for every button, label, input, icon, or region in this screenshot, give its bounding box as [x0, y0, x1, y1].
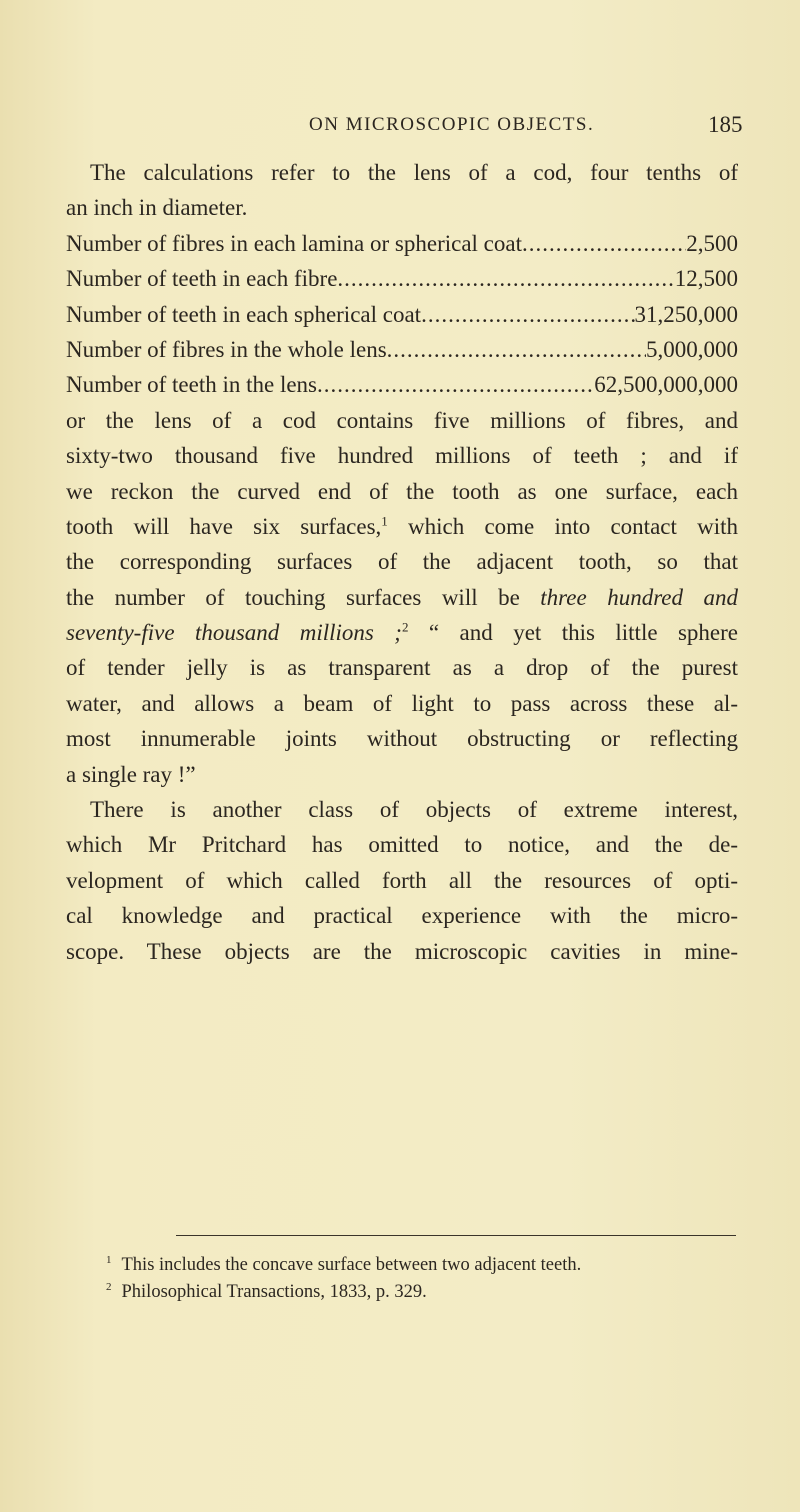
running-title: ON MICROSCOPIC OBJECTS. [309, 114, 595, 135]
table-label: Number of fibres in each lamina or spherical coat [66, 230, 522, 256]
paragraph-line: scope. These objects are the microscopic cavities in mine- [66, 938, 738, 964]
paragraph-line: most innumerable joints without obstructing or reflecting [66, 726, 738, 752]
table-label: Number of teeth in each fibre [66, 266, 338, 292]
table-value: 5,000,000 [646, 336, 738, 362]
table-value: 2,500 [686, 230, 738, 256]
table-row [66, 226, 738, 261]
leader-dots [421, 297, 634, 332]
leader-dots [337, 261, 674, 296]
running-head [0, 114, 800, 144]
table-row [66, 297, 738, 332]
table-label: Number of teeth in each spherical coat [66, 301, 422, 327]
body-text [66, 155, 738, 969]
paragraph-line: or the lens of a cod contains five millions of fibres, and [66, 407, 738, 433]
paragraph-line: the corresponding surfaces of the adjacent tooth, so that [66, 549, 738, 575]
paragraph-line: velopment of which called forth all the resources of opti- [66, 867, 738, 893]
table-value: 31,250,000 [634, 301, 738, 327]
table-value: 12,500 [674, 266, 738, 292]
footnote-divider [176, 1235, 736, 1236]
text-run: the number of touching surfaces will be [66, 584, 541, 610]
paragraph-line: we reckon the curved end of the tooth as one surface, each [66, 478, 738, 504]
footnote [106, 1279, 746, 1306]
paragraph-line: There is another class of objects of extreme interest, [90, 797, 738, 823]
table-value: 62,500,000,000 [594, 372, 738, 398]
paragraph-line: water, and allows a beam of light to pass across these al- [66, 690, 738, 716]
table-row [66, 261, 738, 296]
paragraph-line: an inch in diameter. [66, 195, 248, 221]
table-label: Number of teeth in the lens [66, 372, 318, 398]
paragraph-line: cal knowledge and practical experience with the micro- [66, 903, 738, 929]
footnote-text: This includes the concave surface between two adjacent teeth. [121, 1255, 582, 1275]
italic-run: seventy-five thousand millions ; [66, 620, 402, 646]
paragraph-line: a single ray !” [66, 761, 196, 787]
footnote-ref: 2 [401, 619, 409, 635]
footnote-mark: 2 [106, 1280, 112, 1293]
footnotes [106, 1252, 746, 1306]
paragraph-line [66, 615, 738, 650]
footnote [106, 1252, 746, 1279]
paragraph-line [66, 509, 738, 544]
text-run: tooth will have six surfaces, [66, 513, 382, 539]
table-label: Number of fibres in the whole lens [66, 336, 387, 362]
leader-dots [317, 367, 594, 402]
footnote-text: Philosophical Transactions, 1833, p. 329. [121, 1282, 427, 1302]
paragraph-line: sixty-two thousand five hundred millions of teeth ; and if [66, 443, 738, 469]
footnote-mark: 1 [106, 1253, 112, 1266]
italic-run: three hundred and [540, 584, 738, 610]
paragraph-line: which Mr Pritchard has omitted to notice, and the de- [66, 832, 738, 858]
table-row [66, 332, 738, 367]
leader-dots [522, 226, 686, 261]
text-run: which come into contact with [387, 513, 738, 539]
page-number: 185 [708, 112, 743, 137]
paragraph-line: of tender jelly is as transparent as a drop of the purest [66, 655, 738, 681]
paragraph-line: The calculations refer to the lens of a cod, four tenths of [90, 160, 738, 185]
footnote-ref: 1 [381, 513, 388, 529]
leader-dots [387, 332, 646, 367]
table-row [66, 367, 738, 402]
paragraph-line [66, 580, 738, 615]
text-run: “ and yet this little sphere [408, 620, 738, 646]
